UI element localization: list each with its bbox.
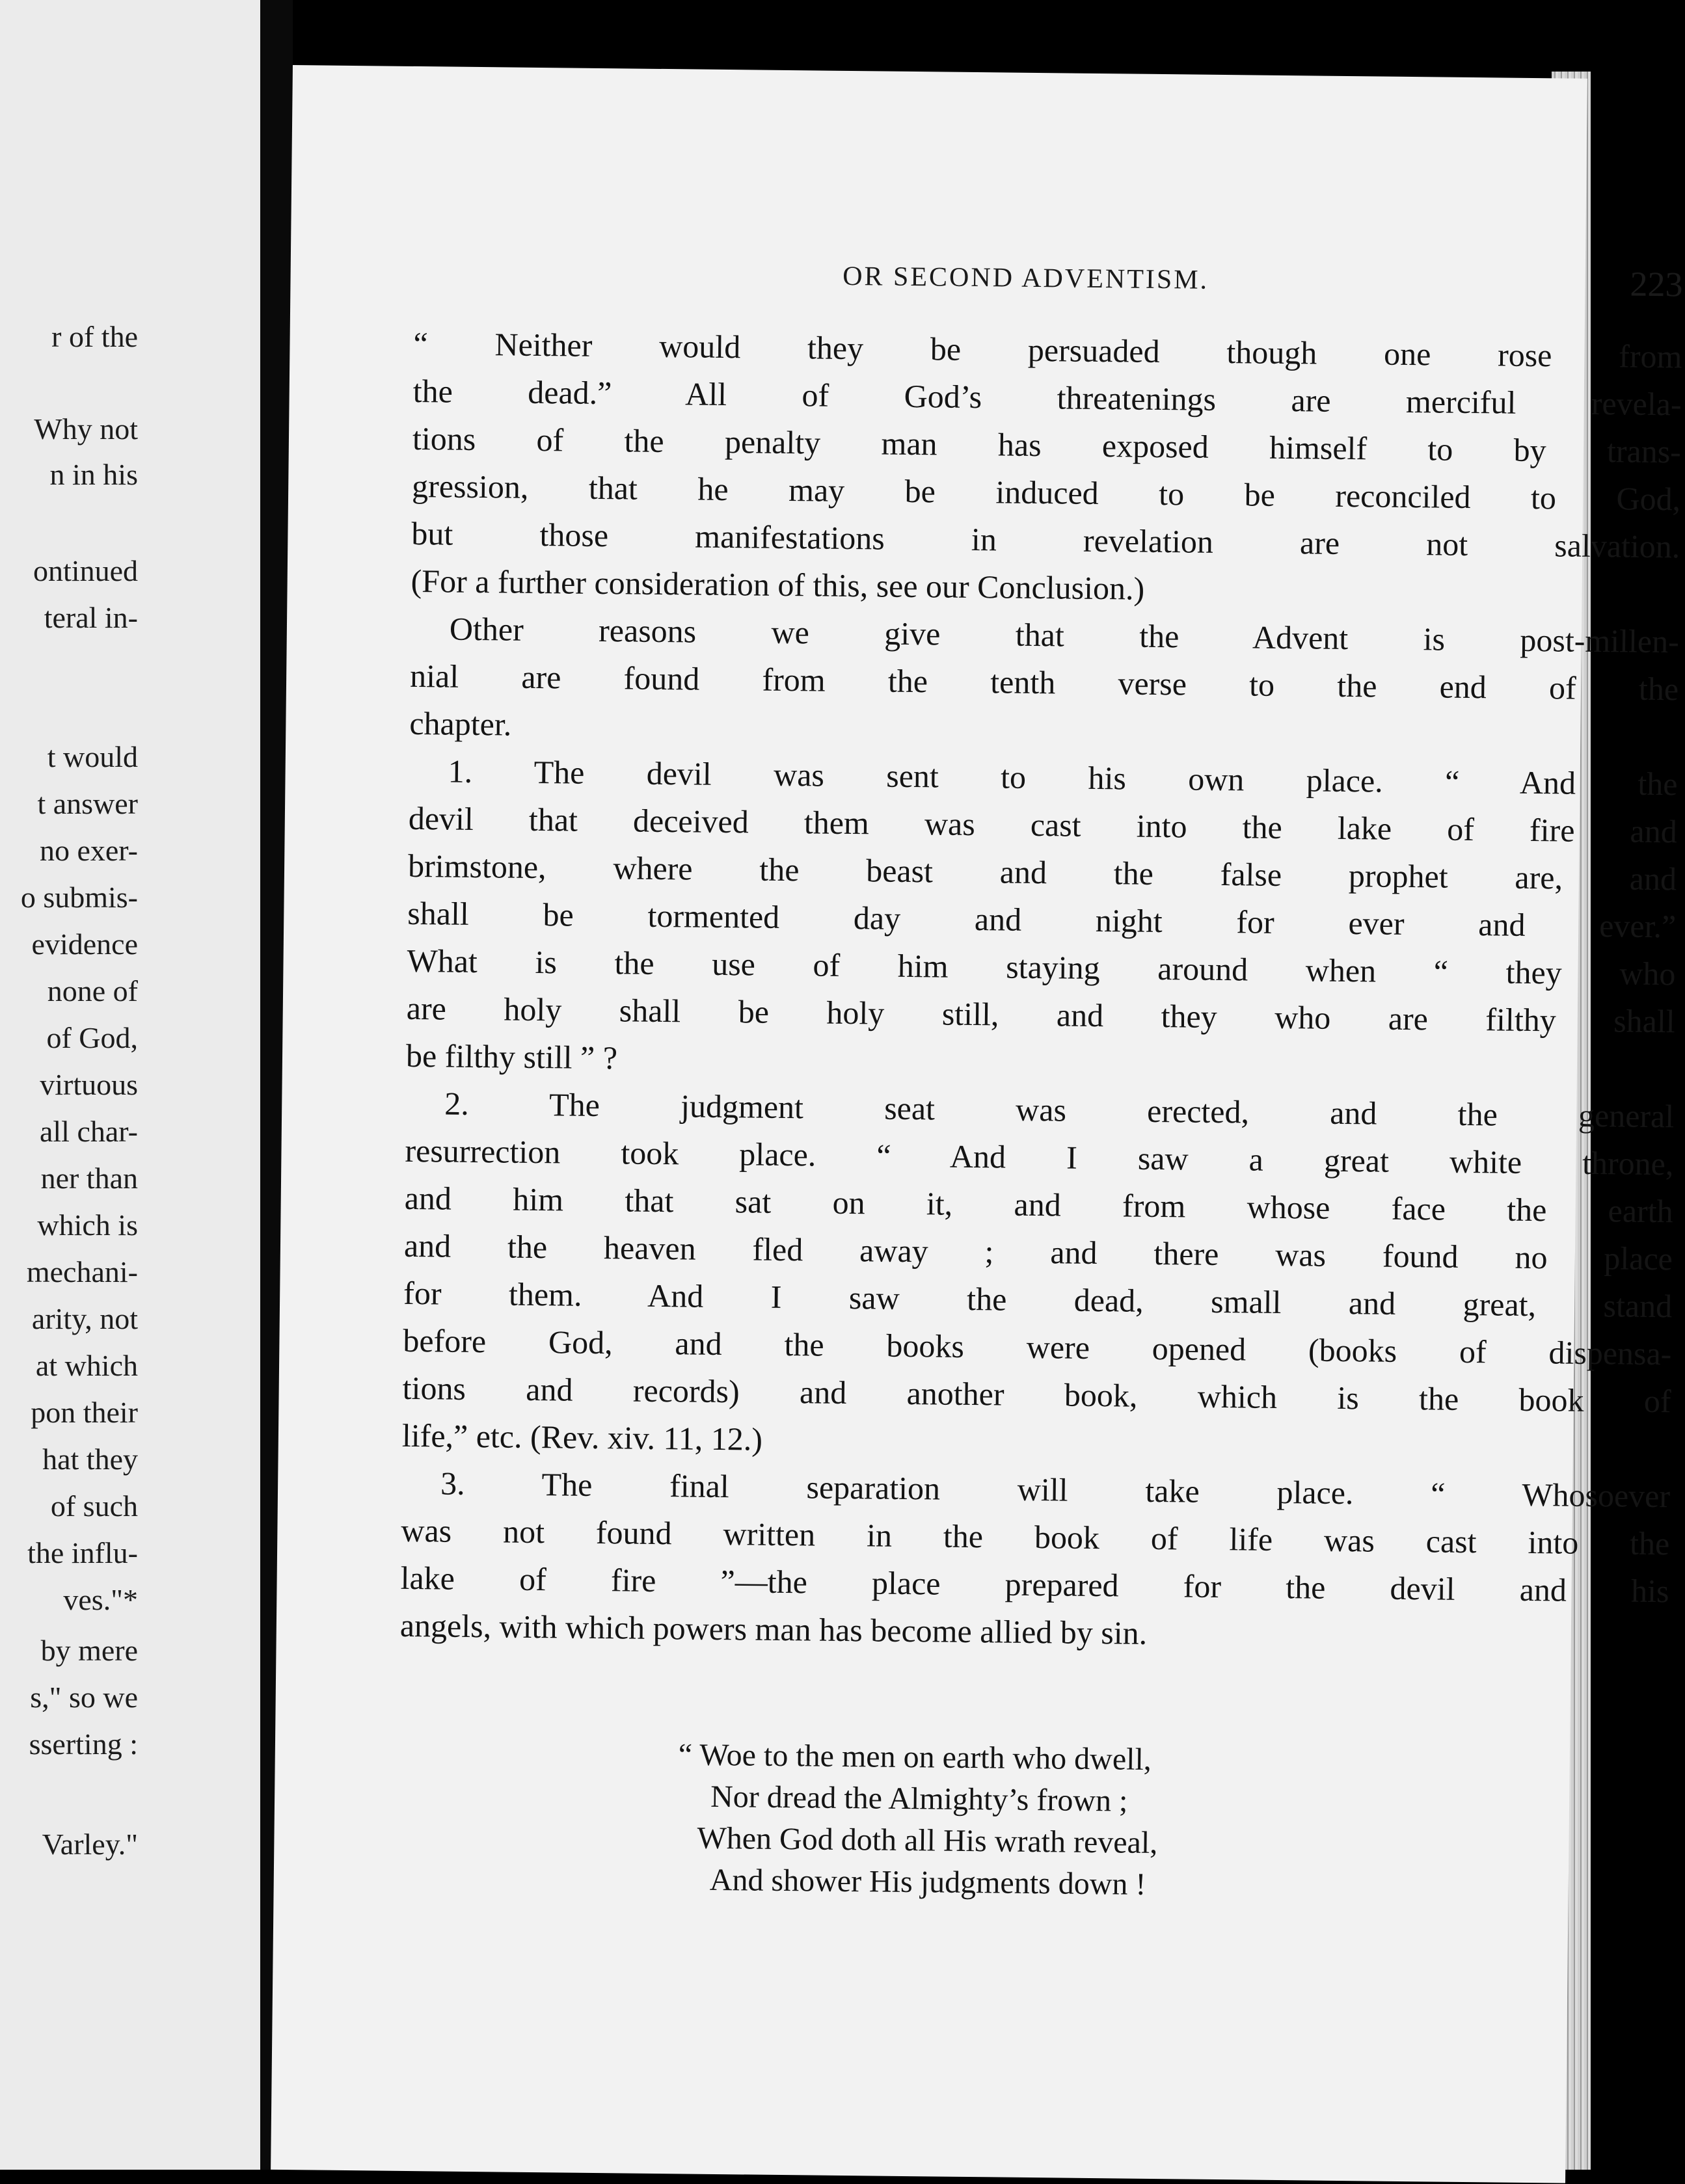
left-line: n in his xyxy=(49,458,138,491)
running-head: OR SECOND ADVENTISM. xyxy=(842,261,1209,295)
text-line: before God, and the books were opened (books of dispensa- xyxy=(403,1322,1672,1372)
left-line: the influ- xyxy=(27,1536,138,1569)
text-line: be filthy still ” ? xyxy=(405,1037,618,1076)
left-line: ner than xyxy=(40,1162,138,1195)
text-line: (For a further consideration of this, see our Conclusion.) xyxy=(411,562,1145,607)
left-line: of God, xyxy=(46,1021,138,1054)
left-line: sserting : xyxy=(29,1727,138,1761)
left-line: arity, not xyxy=(31,1302,138,1335)
right-page xyxy=(271,65,1683,2183)
left-line: t answer xyxy=(37,787,138,820)
left-line: which is xyxy=(37,1208,138,1242)
text-line: 2. The judgment seat was erected, and the general xyxy=(444,1085,1675,1135)
text-line: was not found written in the book of life was cast into the xyxy=(401,1511,1670,1562)
text-line: “ Neither would they be persuaded though one rose from xyxy=(413,325,1682,375)
left-line: Why not xyxy=(34,412,138,446)
text-line: 3. The final separation will take place. “ Whosoever xyxy=(440,1465,1671,1515)
text-line: Other reasons we give that the Advent is post-millen- xyxy=(449,610,1680,660)
text-line: for them. And I saw the dead, small and great, stand xyxy=(403,1274,1673,1325)
left-line: no exer- xyxy=(39,834,138,867)
left-line: pon their xyxy=(31,1396,138,1429)
poem-line: And shower His judgments down ! xyxy=(709,1862,1146,1902)
left-line: ontinued xyxy=(33,554,138,587)
text-line: are holy shall be holy still, and they who are filthy shall xyxy=(406,989,1676,1040)
left-line: o submis- xyxy=(20,881,138,914)
poem-line: When God doth all His wrath reveal, xyxy=(697,1820,1158,1861)
text-line: lake of fire ”—the place prepared for the devil and his xyxy=(400,1559,1669,1610)
text-line: and him that sat on it, and from whose face the earth xyxy=(404,1179,1673,1230)
text-line: gression, that he may be induced to be reconciled to God, xyxy=(411,467,1681,518)
text-line: What is the use of him staying around when “ they who xyxy=(407,942,1676,992)
left-line: all char- xyxy=(39,1115,138,1148)
text-line: tions and records) and another book, which is the book of xyxy=(402,1369,1671,1420)
body-text xyxy=(400,320,1682,1662)
text-line: 1. The devil was sent to his own place. “ And the xyxy=(448,752,1678,803)
left-line: teral in- xyxy=(44,601,138,634)
page-number: 223 xyxy=(1630,264,1683,304)
left-line: evidence xyxy=(31,927,138,961)
text-line: shall be tormented day and night for ever and ever.” xyxy=(407,894,1677,945)
left-line: by mere xyxy=(40,1634,138,1667)
text-line: brimstone, where the beast and the false prophet are, and xyxy=(407,847,1677,898)
text-line: resurrection took place. “ And I saw a great white throne, xyxy=(405,1132,1674,1182)
poem-line: “ Woe to the men on earth who dwell, xyxy=(678,1737,1152,1777)
text-line: life,” etc. (Rev. xiv. 11, 12.) xyxy=(401,1417,763,1458)
left-line: virtuous xyxy=(40,1068,138,1101)
left-line: hat they xyxy=(42,1443,138,1476)
left-line: ves."* xyxy=(63,1583,138,1616)
text-line: chapter. xyxy=(409,704,512,743)
left-line: of such xyxy=(50,1489,138,1523)
text-line: tions of the penalty man has exposed himself to by trans- xyxy=(412,419,1682,470)
left-line: mechani- xyxy=(26,1255,138,1288)
poem-stanza xyxy=(677,1734,1524,1910)
text-line: devil that deceived them was cast into the lake of fire and xyxy=(408,799,1678,850)
text-line: angels, with which powers man has become allied by sin. xyxy=(399,1606,1148,1651)
left-line: t would xyxy=(47,740,138,773)
text-line: the dead.” All of God’s threatenings are merciful revela- xyxy=(412,372,1682,423)
text-line: and the heaven fled away ; and there was found no place xyxy=(403,1227,1673,1277)
poem-line: Nor dread the Almighty’s frown ; xyxy=(710,1779,1128,1818)
text-line: nial are found from the tenth verse to the end of the xyxy=(409,657,1679,708)
left-facing-page xyxy=(0,0,260,2170)
left-line: at which xyxy=(35,1349,138,1382)
left-line: r of the xyxy=(51,320,138,353)
text-line: but those manifestations in revelation are not salvation. xyxy=(411,514,1680,565)
left-line: none of xyxy=(47,974,138,1007)
left-line: Varley." xyxy=(42,1828,138,1861)
left-line: s," so we xyxy=(30,1681,138,1714)
